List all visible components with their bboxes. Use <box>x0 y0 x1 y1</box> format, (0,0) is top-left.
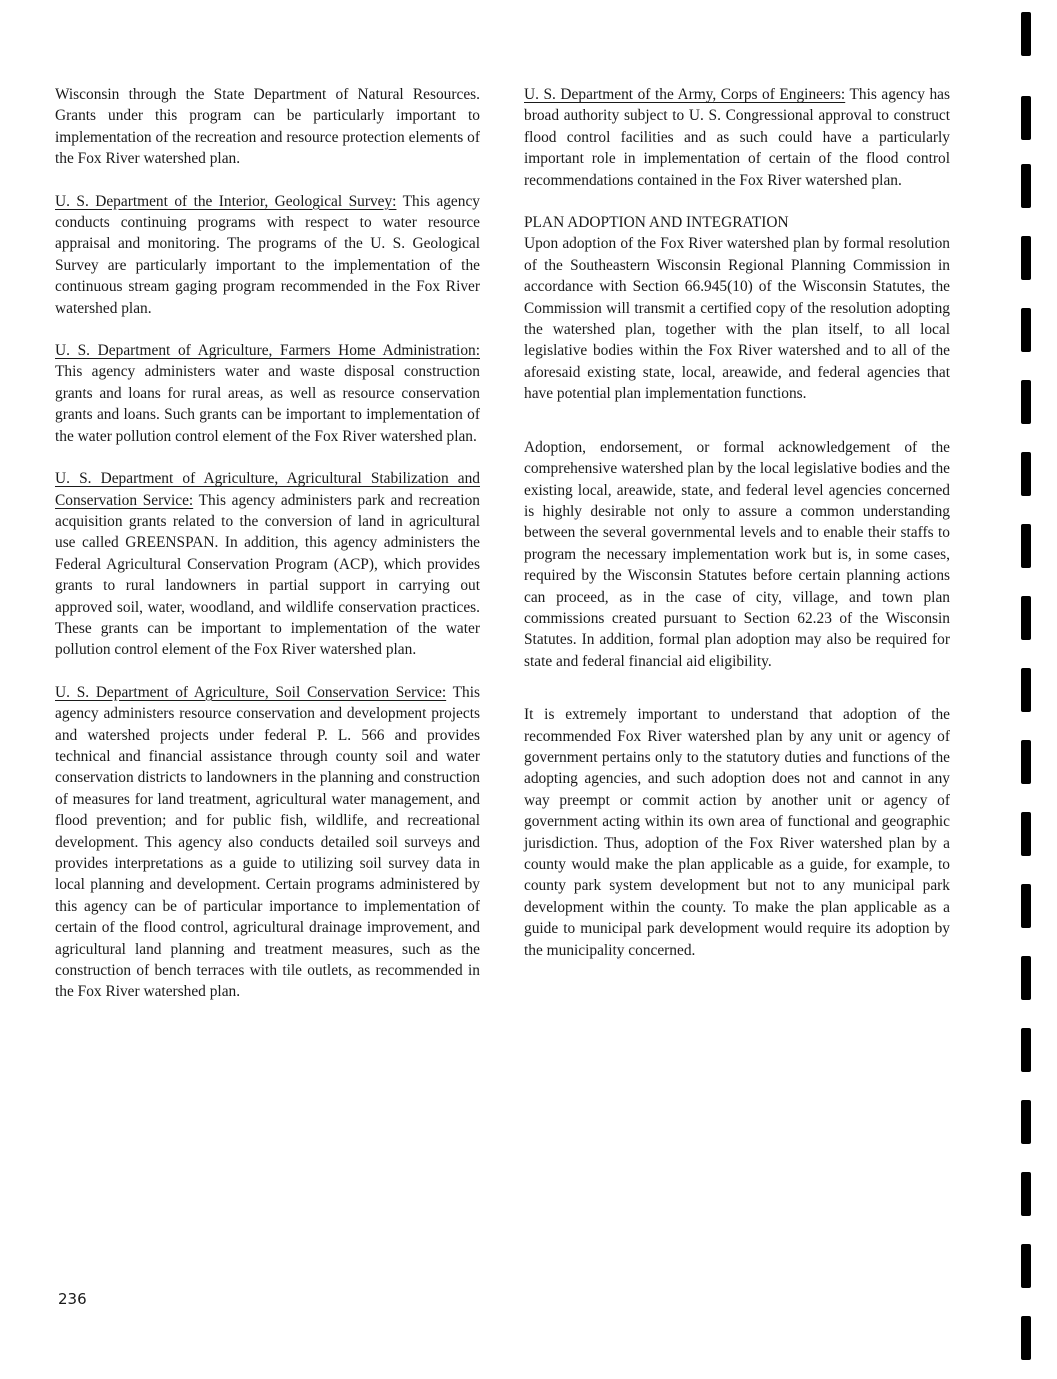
paragraph-text: This agency has broad authority subject to U. S. Congressional approval to construct flood control facilities and as such could have a particularly important role in implementation of certain of the flood control recommendations contained in the Fox River watershed plan. <box>524 86 951 189</box>
page-number: 236 <box>58 1290 87 1308</box>
edge-mark <box>1021 1316 1031 1360</box>
section-heading: PLAN ADOPTION AND INTEGRATION <box>524 214 789 232</box>
paragraph-geological-survey <box>55 191 480 319</box>
paragraph-corps-of-engineers <box>524 84 950 191</box>
edge-mark <box>1021 884 1031 928</box>
edge-mark <box>1021 164 1031 208</box>
agency-heading: U. S. Department of the Interior, Geological Survey: <box>55 192 397 210</box>
edge-mark <box>1021 524 1031 568</box>
edge-mark <box>1021 596 1031 640</box>
paragraph-text: This agency administers water and waste disposal construction grants and loans for rural areas, as well as resource conservation grants and loans. Such grants can be important to implementation of the water pollution control element of the Fox River watershed plan. <box>55 363 480 445</box>
paragraph-soil-conservation <box>55 682 480 1003</box>
paragraph-text: Wisconsin through the State Department of Natural Resources. Grants under this program can be particularly important to implementation of the recreation and resource protection elements of the Fox River watershed plan. <box>55 86 480 168</box>
paragraph-ascs <box>55 468 480 661</box>
left-column <box>55 84 480 1003</box>
agency-heading: U. S. Department of Agriculture, Agricultural Stabilization and Conservation Service: <box>55 470 480 509</box>
edge-mark <box>1021 1172 1031 1216</box>
scan-edge-marks <box>1013 0 1057 1379</box>
edge-mark <box>1021 1244 1031 1288</box>
agency-heading: U. S. Department of Agriculture, Farmers Home Administration: <box>55 342 480 360</box>
edge-mark <box>1021 812 1031 856</box>
paragraph-jurisdiction: It is extremely important to understand that adoption of the recommended Fox River watershed plan by any unit or agency of government pertains only to the statutory duties and functions of the adopting agencies, and such adoption does not and cannot in any way preempt or commit action by another unit or agency of government acting within its own area of functional and geographic jurisdiction. Thus, adoption of the Fox River watershed plan by a county would make the plan applicable as a guide, for example, to county park system development but not to any municipal park development within the county. To make the plan applicable as a guide to municipal park development would require its adoption by the municipality concerned. <box>524 706 950 959</box>
edge-mark <box>1021 12 1031 56</box>
paragraph-text: This agency administers resource conservation and development projects and watershed projects under federal P. L. 566 and provides technical and financial assistance through county soil and water conservation districts to landowners in the planning and construction of measures for land treatment, agricultural water management, and flood prevention; and for public fish, wildlife, and recreational development. This agency also conducts detailed soil surveys and provides interpretations as a guide to utilizing soil survey data in local planning and development. Certain programs administered by this agency can be of particular importance to implementation of certain of the flood control, agricultural drainage improvement, and agricultural land planning and treatment measures, such as the construction of bench terraces with tile outlets, as recommended in the Fox River watershed plan. <box>55 683 480 1001</box>
edge-mark <box>1021 956 1031 1000</box>
edge-mark <box>1021 96 1031 140</box>
edge-mark <box>1021 236 1031 280</box>
edge-mark <box>1021 740 1031 784</box>
paragraph-farmers-home <box>55 340 480 447</box>
edge-mark <box>1021 1100 1031 1144</box>
edge-mark <box>1021 452 1031 496</box>
paragraph-dnr-continuation <box>55 84 480 170</box>
paragraph-endorsement: Adoption, endorsement, or formal acknowledgement of the comprehensive watershed plan by the local legislative bodies and the existing local, areawide, state, and federal level agencies concerned is highly desirable not only to assure a common understanding between the several governmental levels and to enable their staffs to program the necessary implementation work but is, in some cases, required by the Wisconsin Statutes before certain planning actions can proceed, as in the case of city, village, and town plan commissions created pursuant to Section 62.23 of the Wisconsin Statutes. In addition, formal plan adoption may also be required for state and federal financial aid eligibility. <box>524 438 950 670</box>
edge-mark <box>1021 380 1031 424</box>
paragraph-plan-adoption: Upon adoption of the Fox River watershed plan by formal resolution of the Southeastern Wisconsin Regional Planning Commission in accordance with Section 66.945(10) of the Wisconsin Statutes, the Commission will transmit a certified copy of the resolution adopting the watershed plan, together with the plan itself, to all local legislative bodies within the Fox River watershed and to all of the aforesaid existing state, local, areawide, and federal agencies that have potential plan implementation functions. <box>524 235 950 403</box>
edge-mark <box>1021 308 1031 352</box>
edge-mark <box>1021 668 1031 712</box>
paragraph-text: This agency administers park and recreation acquisition grants related to the conversion of land in agricultural use called GREENSPAN. In addition, this agency administers the Federal Agricultural Conservation Program (ACP), which provides grants to rural landowners in partial support in carrying out approved soil, water, woodland, and wildlife conservation practices. These grants can be important to implementation of the water pollution control element of the Fox River watershed plan. <box>55 491 480 659</box>
agency-heading: U. S. Department of Agriculture, Soil Conservation Service: <box>55 683 447 701</box>
edge-mark <box>1021 1028 1031 1072</box>
paragraph-text: This agency conducts continuing programs with respect to water resource appraisal and monitoring. The programs of the U. S. Geological Survey are particularly important to the implementation of the continuous stream gaging program recommended in the Fox River watershed plan. <box>55 192 480 317</box>
right-column <box>524 84 950 961</box>
agency-heading: U. S. Department of the Army, Corps of Engineers: <box>524 86 846 103</box>
